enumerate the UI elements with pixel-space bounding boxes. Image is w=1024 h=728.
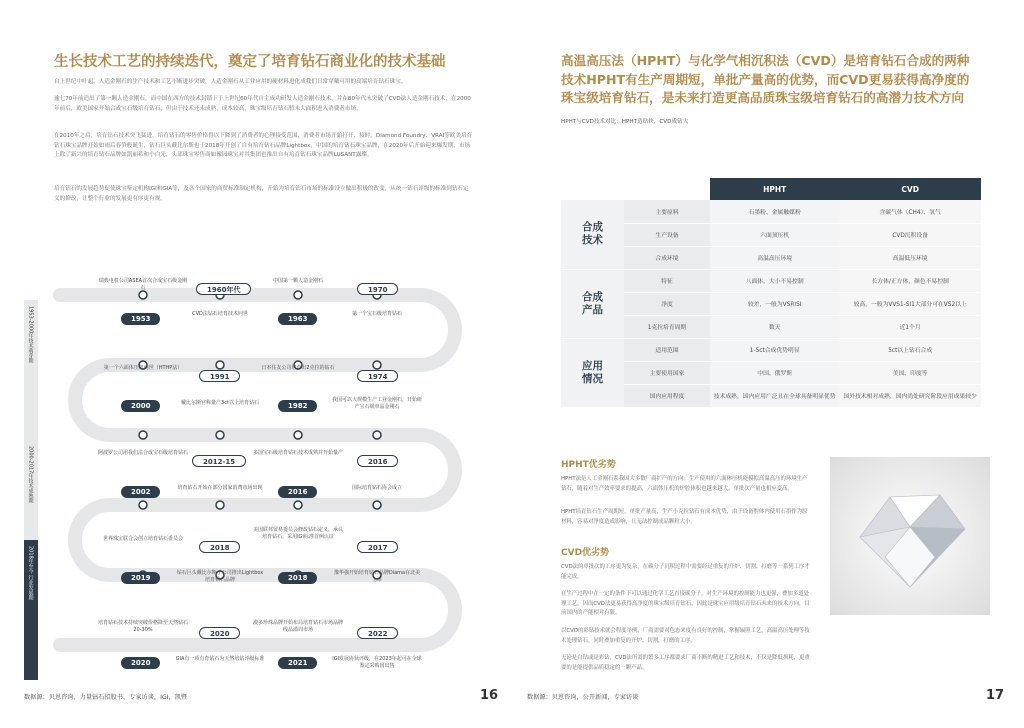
- table-row: [561, 384, 981, 407]
- table-group-label: 合成 产品: [561, 269, 624, 338]
- timeline-year: 2017: [357, 541, 398, 553]
- page-number-right: 17: [986, 688, 1005, 703]
- left-source: 数据源：贝恩咨询，力量钻石招股书，专家访谈，IGI，凯暨: [24, 694, 188, 701]
- table-cell: 较高，一般为VVS1-SI1大部分可在VS2以上: [839, 292, 981, 315]
- table-row: [561, 223, 981, 246]
- hpht-paragraph-2: HPHT培育钻石生产周期短，单批产量高，生产小克拉钻石有成本优势，由于设备腔体内使用石墨作为原材料，容易对净度造成影响，且无法控制成品颗粒大小。: [561, 509, 808, 525]
- table-cell: 含碳气体（CH4）、氢气: [839, 200, 981, 223]
- timeline-text: 戴比尔斯官称量产3ct以上培育钻石: [181, 400, 259, 406]
- table-cell: 六面顶压机: [710, 223, 839, 246]
- table-row: [561, 338, 981, 361]
- timeline-year: 2020: [121, 657, 160, 669]
- timeline-text: 豫华强开始培育钻石品牌Diama在北美上市: [333, 570, 421, 583]
- diamond-image: [830, 457, 990, 615]
- right-page: [512, 0, 1024, 728]
- timeline-year: 2016: [357, 455, 398, 467]
- timeline-year: 2002: [121, 486, 160, 498]
- table-group-label: 应用 情况: [561, 338, 624, 407]
- table-cell: 生产设备: [624, 223, 710, 246]
- hpht-paragraph-1: HPHT法是人工金刚石系我国大多数厂商扩产的方向。生产使用的六面体压机能模拟高温高压的环境生产钻石，随着对生产效率要求的提高，六面体压机的炉腔体积也越来越大，单批次产量也相应变高。: [561, 476, 808, 492]
- timeline-text: 漫多珍珠品牌开始布局培育钻石市场品牌线品溢周市场: [253, 620, 344, 633]
- comparison-table: [561, 178, 981, 408]
- table-group-label: 合成 技术: [561, 200, 624, 269]
- cvd-paragraph-4: 无论是白钻或是彩钻，CVD法所需的繁多工序都要求厂商不断的精进工艺和技术，不仅是降低损耗，更重要的是能提供品质稳定的一颗产品。: [561, 655, 810, 671]
- left-paragraph-3: 在2010年之后，培育钻石技术突飞猛进，培育钻石的零售价格得以下降到了消费者的心理接受范围，消费者市场开始打开，接时，Diamond Foundry、VRAI等欧美培育钻石珠宝品牌开始如雨后春笋般诞生，钻石巨头戴比尔斯也于2018年开创了自有培育钻石品牌Lightbox，中国的培育钻石珠宝品牌，在2020年后开始迎来爆发期，市场上除了新兴的培育钻石品牌如凯丽希和小白光，头部珠宝零售商如豫园珠宝对其集团也推出自有培育钻石珠宝品牌LUSANT露璨。: [54, 133, 473, 158]
- table-row: [561, 292, 981, 315]
- cvd-paragraph-1: CVD法的单批次的工序更为复杂，在碳分子沉积过程中需要经过重复的开炉、切割、打磨等一系列工序才能完成。: [561, 564, 810, 580]
- table-row: [561, 246, 981, 269]
- period-band-1-label: 1953-2000年技术萌芽期: [27, 306, 34, 364]
- timeline-text: 多国宝石级培育钻石技术成熟并开始量产: [253, 450, 344, 456]
- timeline-year: 2018: [278, 572, 317, 584]
- right-source: 数据源：贝恩咨询，公开新闻，专家访谈: [527, 694, 639, 701]
- timeline-text: GIA有一项有育钻石为天然培钻评级标准: [175, 656, 265, 662]
- table-row: [561, 269, 981, 292]
- table-cell: 长方体/正方体，颜色不易控制: [839, 269, 981, 292]
- cvd-paragraph-3: 以CVD的彩钻技术就会程度举例，厂商需要对色态来度有良好的控制，掌握辐照工艺，高温高压处理等技术处理钻石，同时叠加重复的开炉、切割，打磨的工序。: [561, 628, 810, 644]
- table-header-hpht: HPHT: [710, 178, 839, 200]
- timeline-year: 2022: [357, 627, 398, 639]
- timeline-year: 2020: [199, 627, 240, 639]
- timeline-text: 国际培育钻石协会成立: [351, 485, 402, 491]
- left-paragraph-4: 培育钻石的发展趋势促使珠宝鉴定机构IGI和GIA等，及各个国家的商贸标准制定机构，开始为培育钻石市场的标准设立做出积极的改变，从统一钻石评级的标准到钻石定义的修改，让整个行业的发展更有序更有规。: [54, 186, 469, 202]
- left-page-title: 生长技术工艺的持续迭代，奠定了培育钻石商业化的技术基础: [54, 54, 446, 70]
- timeline-year: 2000: [121, 400, 160, 412]
- timeline-year: 1974: [357, 370, 398, 382]
- left-paragraph-1: 自上世纪中叶起，人造金刚石的生产技术和工艺不断进步突破，人造金刚石从工业应用的硬材料进化成我们日常穿戴可用的高端培育钻石珠宝。: [54, 79, 407, 85]
- page-number-left: 16: [480, 688, 499, 703]
- table-cell: 中国、俄罗斯: [710, 361, 839, 384]
- timeline-year: 2016: [278, 486, 317, 498]
- timeline-year: 1960年代: [196, 283, 251, 295]
- table-header-empty: [561, 178, 710, 200]
- timeline-year: 1982: [278, 400, 317, 412]
- table-row: [561, 200, 981, 223]
- table-header-row: [561, 178, 981, 200]
- table-cell: 主要使用国家: [624, 361, 710, 384]
- table-cell: 石墨粉、金属触媒粉: [710, 200, 839, 223]
- timeline-text: 培育钻石技术持续突破价格降至天然钻石20-30%: [98, 620, 189, 633]
- left-paragraph-2: 逾七70年前造出了第一颗人造金刚石，而中国在西方的技术封锁下于上世纪60年代自主成功研发人造金刚石技术，并在80年代末突破了CVD法人造金刚石技术，在2000年前后，欧美国家开始合成宝石级培育钻石，但由于技术还未成熟，成本较高，珠宝级培育钻石暂未大面积进入消费者市场。: [54, 96, 471, 112]
- timeline-text: 世界珠宝联合会创立培育钻石委员会: [102, 536, 183, 542]
- table-cell: 净度: [624, 292, 710, 315]
- table-cell: CVD沉积设备: [839, 223, 981, 246]
- table-cell: 美国、印度等: [839, 361, 981, 384]
- table-cell: 5ct以上钻石合成: [839, 338, 981, 361]
- table-cell: 八面体，大小不易控制: [710, 269, 839, 292]
- table-cell: 高温高压环境: [710, 246, 839, 269]
- table-cell: 主要原料: [624, 200, 710, 223]
- table-cell: 较差，一般为VS和SI: [710, 292, 839, 315]
- timeline-text: 日本住友公司培育出2克拉的钻石: [261, 365, 335, 371]
- table-cell: 1克拉培育周期: [624, 315, 710, 338]
- timeline-text: 瑞典电机公司ASEA首次合成宝石级金刚石: [98, 278, 188, 291]
- table-cell: 特征: [624, 269, 710, 292]
- table-row: [561, 315, 981, 338]
- table-cell: 高温低压环境: [839, 246, 981, 269]
- hpht-section-title: HPHT优劣势: [561, 460, 616, 470]
- cvd-paragraph-2: 在生产过程中在一定的条件下可以通过化学工艺直接碳分子，对生产环境的控制能力也更强，叠加多道处理工艺，因而CVD法更易获得高净度的珠宝级培育钻石，因此是珠宝应用级培育钻石未来的技术方向，目前国内的产能相对有限。: [561, 591, 810, 616]
- timeline-text: 美国联邦贸易委员会修改钻石定义，承认培育钻石，采用IGI标准首例认证: [253, 527, 344, 540]
- timeline-year: 1953: [121, 313, 160, 325]
- timeline-year: 2019: [121, 572, 160, 584]
- timeline-text: 第一个六面体压机问世（HTHP法）: [103, 365, 183, 371]
- table-cell: 适用范围: [624, 338, 710, 361]
- timeline-year: 1991: [199, 370, 240, 382]
- timeline-year: 1963: [278, 313, 317, 325]
- table-cell: 1-5ct合成优势明显: [710, 338, 839, 361]
- timeline-text: 中国第一颗人造金刚石: [272, 278, 323, 284]
- table-cell: 近1个月: [839, 315, 981, 338]
- timeline-year: 2021: [278, 657, 317, 669]
- right-subtitle: HPHT与CVD技术对比：HPHT造钻快，CVD成钻大: [561, 119, 689, 125]
- table-header-cvd: CVD: [839, 178, 981, 200]
- timeline-year: 2018: [199, 541, 240, 553]
- timeline-year: 1970: [357, 283, 398, 295]
- period-band-2-label: 2000-2017年技术成熟期: [27, 446, 34, 504]
- timeline-year: 2012-15: [192, 455, 246, 467]
- table-cell: 数天: [710, 315, 839, 338]
- cvd-section-title: CVD优劣势: [561, 548, 610, 558]
- timeline-text: 我国可以大规模生产工业金刚石，开始研产宝石级单晶金刚石: [332, 397, 423, 410]
- table-cell: 技术成熟，国内应用广泛且在全球具备明显优势: [710, 384, 839, 407]
- timeline-text: 钻石巨头戴比尔斯子公司推出Lightbox培育钻石品牌: [176, 570, 264, 583]
- timeline-text: 第一个宝石级培育钻石: [351, 311, 402, 317]
- timeline-text: CVD法钻石培育技术问世: [192, 311, 248, 317]
- timeline-text: IGI发展协状评级，在2023年起可在全球鉴定采购国出售: [332, 656, 422, 669]
- table-cell: 国外技术相对成熟，国内尚处研究阶段应用成果较少: [839, 384, 981, 407]
- right-page-title: 高温高压法（HPHT）与化学气相沉积法（CVD）是培育钻石合成的两种技术HPHT有生产周期短，单批产量高的优势，而CVD更易获得高净度的珠宝级培育钻石，是未来打造更高品质珠宝级培育钻石的高潜力技术方向: [561, 53, 970, 105]
- table-cell: 合成环境: [624, 246, 710, 269]
- timeline-text: 培育钻石开始在部分国家消费市场出现: [177, 485, 263, 491]
- period-band-3-label: 2018年至今 行业发展期: [27, 546, 34, 601]
- table-cell: 国内应用程度: [624, 384, 710, 407]
- timeline-text: 阿波罗公司用我们法合成宝石级培育钻石: [98, 450, 189, 456]
- table-row: [561, 361, 981, 384]
